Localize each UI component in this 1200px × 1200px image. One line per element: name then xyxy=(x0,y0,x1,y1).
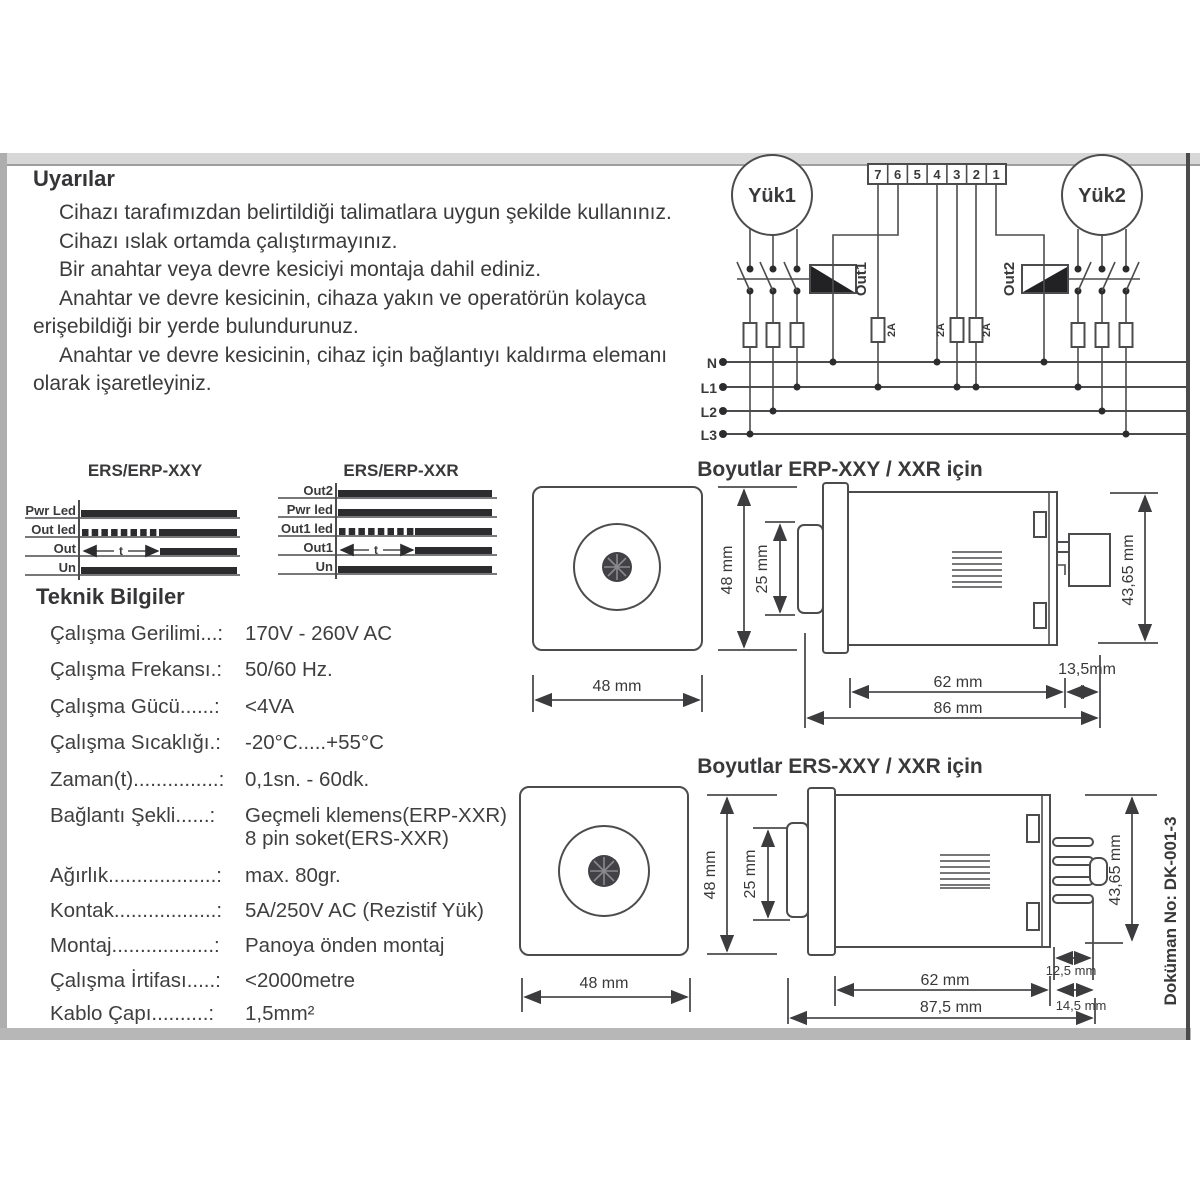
bus-label-l1: L1 xyxy=(700,380,717,396)
warning-paragraph: Cihazı tarafımızdan belirtildiği talimatlara uygun şekilde kullanınız. xyxy=(59,201,672,224)
spec-value: max. 80gr. xyxy=(245,864,341,887)
spec-label: Kablo Çapı..........: xyxy=(50,1002,215,1025)
spec-label: Montaj..................: xyxy=(50,934,220,957)
ers-socket-depth-label: 14,5 mm xyxy=(1055,998,1107,1013)
dims-erp-title: Boyutlar ERP-XXY / XXR için xyxy=(697,458,983,481)
spec-value: 0,1sn. - 60dk. xyxy=(245,768,370,791)
ers-total-depth-label: 87,5 mm xyxy=(919,999,983,1016)
warning-paragraph: Bir anahtar veya devre kesiciyi montaja dahil ediniz. xyxy=(59,258,542,281)
timing-left-row-label: Pwr Led xyxy=(25,503,76,518)
spec-row xyxy=(50,864,520,888)
spec-label: Çalışma Gerilimi...: xyxy=(50,622,224,645)
spec-row xyxy=(50,827,520,851)
blink-pattern xyxy=(339,528,413,535)
spec-value: 170V - 260V AC xyxy=(245,622,393,645)
bus-lines xyxy=(719,358,1187,438)
rear-connector xyxy=(1057,534,1110,586)
ers-front-height-label: 48 mm xyxy=(702,850,719,900)
terminal-number: 6 xyxy=(893,167,902,182)
erp-total-depth-label: 86 mm xyxy=(933,700,983,717)
socket-pins xyxy=(1053,838,1107,903)
warnings-section xyxy=(33,166,685,399)
timing-right-row-label: Out1 led xyxy=(280,521,333,536)
vent-slots xyxy=(952,552,1002,587)
spec-value: 8 pin soket(ERS-XXR) xyxy=(245,827,449,850)
ers-bezel-height-label: 25 mm xyxy=(742,849,759,899)
spec-value: 1,5mm² xyxy=(245,1002,315,1025)
spec-value: 50/60 Hz. xyxy=(245,658,333,681)
dimensions-ers-section xyxy=(520,748,1195,1040)
spec-row xyxy=(50,804,520,828)
switch-contacts-load2 xyxy=(1068,262,1140,295)
bus-label-n: N xyxy=(706,355,717,371)
timing-right-row-label: Out1 xyxy=(303,540,333,555)
relay-out1-label: Out1 xyxy=(853,261,870,297)
dims-ers-title: Boyutlar ERS-XXY / XXR için xyxy=(697,755,983,778)
warnings-title: Uyarılar xyxy=(33,166,115,191)
ers-pin-depth-label: 12,5 mm xyxy=(1045,963,1097,978)
spec-row xyxy=(50,731,520,755)
spec-row xyxy=(50,1002,520,1026)
spec-label: Çalışma İrtifası.....: xyxy=(50,969,221,992)
document-number: Doküman No: DK-001-3 xyxy=(1161,816,1180,1006)
terminal-number: 7 xyxy=(874,167,882,182)
spec-value: Panoya önden montaj xyxy=(245,934,445,957)
spec-label: Bağlantı Şekli......: xyxy=(50,804,216,827)
ers-side-view xyxy=(787,788,1107,955)
relay-out1-symbol xyxy=(810,265,856,293)
spec-label: Zaman(t)...............: xyxy=(50,768,225,791)
terminal-number: 4 xyxy=(933,167,941,182)
spec-value: 5A/250V AC (Rezistif Yük) xyxy=(245,899,484,922)
erp-connector-depth-label: 13,5mm xyxy=(1058,661,1116,678)
terminal-number: 2 xyxy=(972,167,981,182)
erp-back-height-label: 43,65 mm xyxy=(1120,534,1137,606)
load2-label: Yük2 xyxy=(1078,185,1126,207)
warning-paragraph: Cihazı ıslak ortamda çalıştırmayınız. xyxy=(59,229,398,253)
spec-row xyxy=(50,768,520,792)
spec-row xyxy=(50,899,520,923)
ers-body-depth-label: 62 mm xyxy=(920,972,970,989)
wiring-diagram xyxy=(690,155,1195,455)
spec-value: <4VA xyxy=(245,695,295,718)
spec-label: Çalışma Frekansı.: xyxy=(50,658,223,681)
relay-out2-label: Out2 xyxy=(1001,261,1018,297)
ers-back-height-label: 43,65 mm xyxy=(1107,834,1124,906)
timing-right-row-label: Out2 xyxy=(303,483,333,498)
dimensions-erp-section xyxy=(520,450,1195,745)
timing-left-time-label: t xyxy=(119,544,123,558)
spec-row xyxy=(50,969,520,993)
switch-contacts-load1 xyxy=(737,262,810,295)
ers-front-width-label: 48 mm xyxy=(579,975,629,992)
timing-right-row-label: Pwr led xyxy=(286,502,333,517)
bus-label-l3: L3 xyxy=(700,427,717,443)
timing-right-time-label: t xyxy=(374,543,378,557)
timing-left-title: ERS/ERP-XXY xyxy=(87,461,203,480)
fuse-rating-label: 2A xyxy=(935,322,947,338)
fuse-rating-label: 2A xyxy=(981,322,993,338)
terminal-number: 3 xyxy=(953,167,961,182)
erp-side-view xyxy=(798,483,1110,653)
warning-paragraph: Anahtar ve devre kesicinin, cihaz için bağlantıyı kaldırma elemanı olarak işaretleyiniz. xyxy=(33,343,668,395)
spec-value: <2000metre xyxy=(245,969,355,992)
erp-front-width-label: 48 mm xyxy=(592,678,642,695)
spec-row xyxy=(50,934,520,958)
ers-front-view xyxy=(520,787,688,955)
fuse-rating-label: 2A xyxy=(886,322,898,338)
spec-row xyxy=(50,658,520,682)
specs-title: Teknik Bilgiler xyxy=(36,584,185,609)
timing-diagrams xyxy=(18,452,518,592)
warning-paragraph: Anahtar ve devre kesicinin, cihaza yakın ve operatörün kolayca erişebildiği bir yerde bulundurunuz. xyxy=(33,286,647,338)
erp-bezel-height-label: 25 mm xyxy=(754,544,771,594)
timing-left-row-label: Out xyxy=(53,541,76,556)
spec-label: Ağırlık...................: xyxy=(50,864,223,887)
page-left-edge xyxy=(0,153,7,1040)
timing-right-title: ERS/ERP-XXR xyxy=(343,461,459,480)
timing-left-row-label: Out led xyxy=(31,522,76,537)
bus-label-l2: L2 xyxy=(700,404,717,420)
load1-label: Yük1 xyxy=(748,185,796,207)
erp-front-height-label: 48 mm xyxy=(719,545,736,595)
erp-body-depth-label: 62 mm xyxy=(933,674,983,691)
spec-row xyxy=(50,622,520,646)
terminal-number: 1 xyxy=(992,167,1000,182)
spec-label: Çalışma Sıcaklığı.: xyxy=(50,731,221,754)
terminal-number: 5 xyxy=(913,167,921,182)
spec-value: Geçmeli klemens(ERP-XXR) xyxy=(245,804,507,827)
relay-out2-symbol xyxy=(1022,265,1068,293)
spec-label: Çalışma Gücü......: xyxy=(50,695,220,718)
spec-value: -20°C.....+55°C xyxy=(245,731,384,754)
timing-left-row-label: Un xyxy=(58,560,76,575)
timing-right-row-label: Un xyxy=(315,559,333,574)
blink-pattern xyxy=(82,529,156,536)
erp-front-view xyxy=(533,487,702,650)
spec-label: Kontak..................: xyxy=(50,899,223,922)
spec-row xyxy=(50,695,520,719)
